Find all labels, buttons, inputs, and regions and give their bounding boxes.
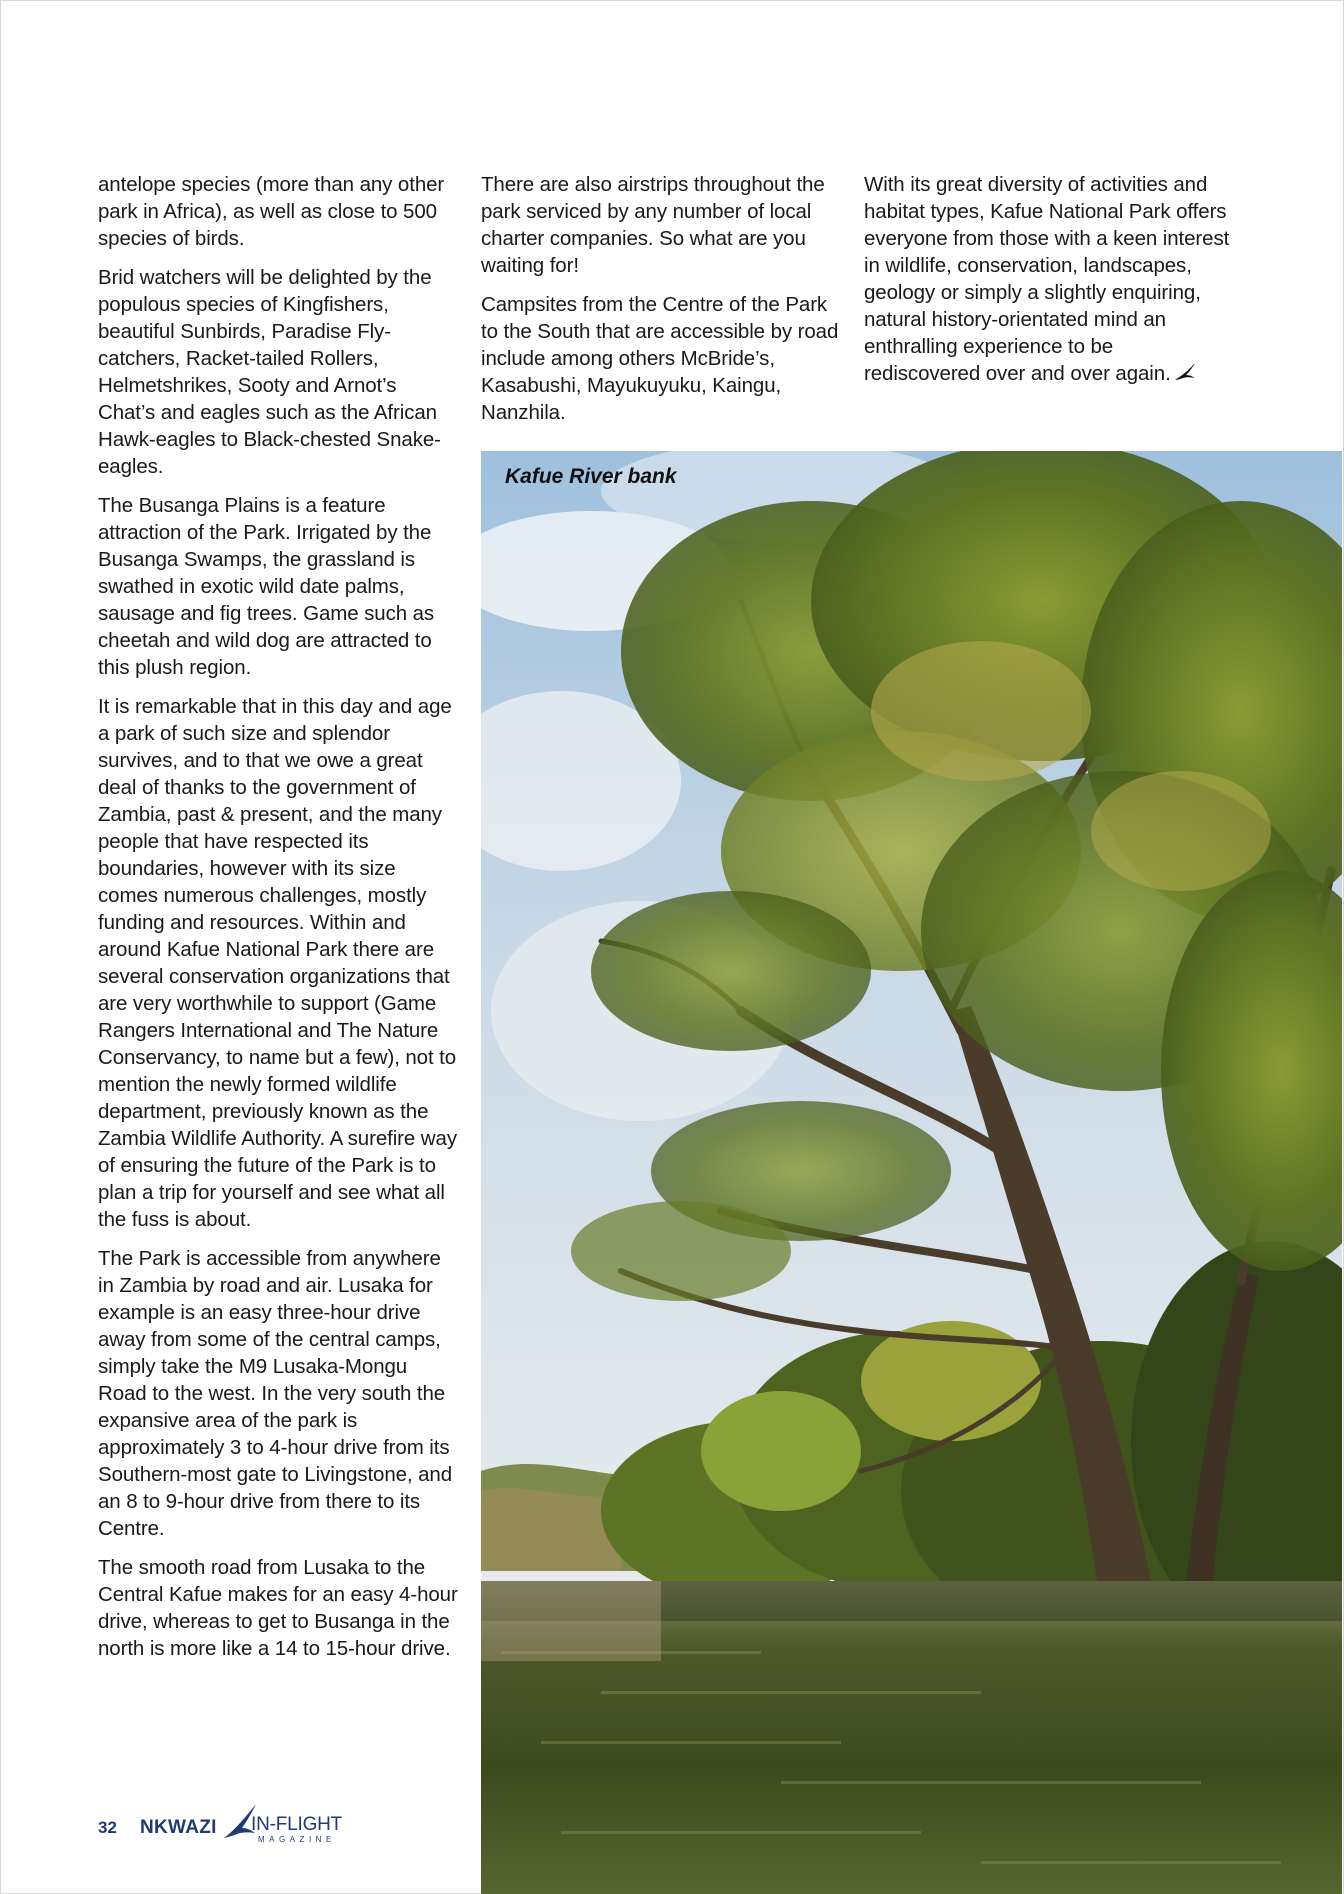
brand-name: NKWAZI	[140, 1817, 217, 1838]
river-bank-image	[481, 451, 1342, 1894]
article-column-1	[98, 171, 458, 1674]
article-column-3	[864, 171, 1234, 399]
brand-subtitle: MAGAZINE	[258, 1835, 336, 1844]
closing-paragraph	[864, 171, 1234, 387]
photo-caption: Kafue River bank	[505, 465, 677, 488]
paragraph: Brid watchers will be delighted by the populous species of Kingfishers, beautiful Sunbirds, Paradise Fly-catchers, Racket-tailed Rollers, Helmetshrikes, Sooty and Arnot’s Chat’s and eagles such as the African Hawk-eagles to Black-chested Snake-eagles.	[98, 266, 441, 478]
page-footer	[98, 1800, 458, 1846]
page-number: 32	[98, 1818, 117, 1837]
river-bank-photo	[481, 451, 1342, 1894]
bird-end-mark-icon	[1174, 361, 1196, 383]
paragraph: antelope species (more than any other park in Africa), as well as close to 500 species of birds.	[98, 173, 445, 250]
paragraph: It is remarkable that in this day and age a park of such size and splendor survives, and to that we owe a great deal of thanks to the government of Zambia, past & present, and the many people that have respected its boundaries, however with its size comes numerous challenges, mostly funding and resources. Within and around Kafue National Park there are several conservation organizations that are very worthwhile to support (Game Rangers International and The Nature Conservancy, to name but a few), not to mention the newly formed wildlife department, previously known as the Zambia Wildlife Authority. A surefire way of ensuring the future of the Park is to plan a trip for yourself and see what all the fuss is about.	[98, 695, 457, 1231]
paragraph-text: With its great diversity of activities and habitat types, Kafue National Park offers everyone from those with a keen interest in wildlife, conservation, landscapes, geology or simply a slightly enquiring, natural history-orientated mind an enthralling experience to be rediscovered over and over again.	[864, 173, 1230, 385]
article-column-2	[481, 171, 841, 438]
paragraph: There are also airstrips throughout the park serviced by any number of local charter companies. So what are you waiting for!	[481, 173, 825, 277]
paragraph: The Busanga Plains is a feature attraction of the Park. Irrigated by the Busanga Swamps, the grassland is swathed in exotic wild date palms, sausage and fig trees. Game such as cheetah and wild dog are attracted to this plush region.	[98, 494, 435, 679]
paragraph: Campsites from the Centre of the Park to the South that are accessible by road include among others McBride’s, Kasabushi, Mayukuyuku, Kaingu, Nanzhila.	[481, 293, 839, 424]
paragraph: The smooth road from Lusaka to the Central Kafue makes for an easy 4-hour drive, whereas to get to Busanga in the north is more like a 14 to 15-hour drive.	[98, 1556, 458, 1660]
paragraph: The Park is accessible from anywhere in Zambia by road and air. Lusaka for example is an easy three-hour drive away from some of the central camps, simply take the M9 Lusaka-Mongu Road to the west. In the very south the expansive area of the park is approximately 3 to 4-hour drive from its Southern-most gate to Livingstone, and an 8 to 9-hour drive from there to its Centre.	[98, 1247, 453, 1540]
brand-suffix: IN-FLIGHT	[251, 1814, 343, 1835]
